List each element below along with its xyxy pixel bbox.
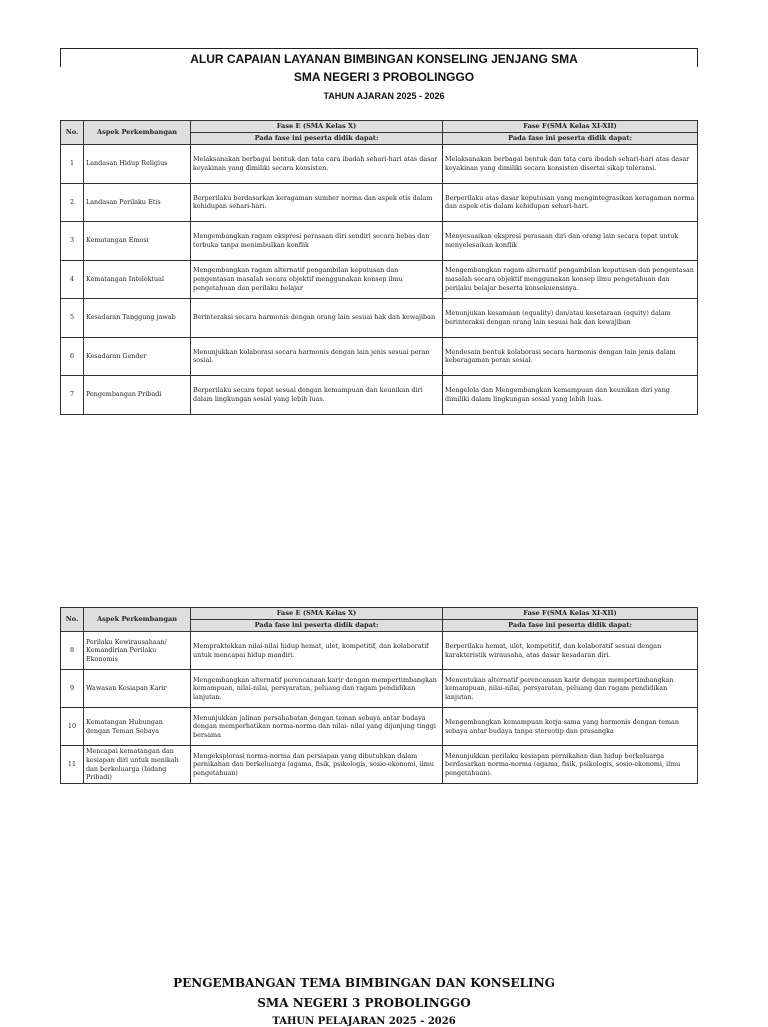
cell-aspek: Landasan Hidup Religius [84,145,191,184]
col-header-no: No. [61,608,84,632]
table-row [61,222,698,261]
col-header-fase-f: Fase F(SMA Kelas XI-XII) [443,608,698,620]
cell-no: 10 [61,708,84,746]
cell-fase-e: Berperilaku berdasarkan keragaman sumber norma dan aspek etis dalam kehidupan sehari-hari. [191,183,443,222]
cell-fase-f: Menunjukan kesamaan (equality) dan/atau kesetaraan (equity) dalam berinteraksi dengan orang lain sesuai hak dan kewajiban [443,299,698,338]
table-row [61,632,698,670]
table-row [61,299,698,338]
cell-aspek: Kematangan Intelektual [84,260,191,299]
table-row [61,145,698,184]
cell-fase-e: Mengembangkan ragam ekspresi perasaan diri sendiri secara bebas dan terbuka tanpa menimbulkan konflik [191,222,443,261]
school-name: SMA NEGERI 3 PROBOLINGGO [293,70,475,84]
cell-aspek: Kematangan Emosi [84,222,191,261]
col-subheader-fase-f: Pada fase ini peserta didik dapat: [443,133,698,145]
table-row [61,337,698,376]
col-header-aspek: Aspek Perkembangan [84,121,191,145]
cell-aspek: Landasan Perilaku Etis [84,183,191,222]
cell-no: 3 [61,222,84,261]
col-header-fase-f: Fase F(SMA Kelas XI-XII) [443,121,698,133]
cell-no: 2 [61,183,84,222]
cell-fase-f: Mendesain bentuk kolaborasi secara harmonis dengan lain jenis dalam keberagaman peran sosial. [443,337,698,376]
cell-aspek: Kesadaran Tanggung jawab [84,299,191,338]
cell-fase-e: Melaksanakan berbagai bentuk dan tata cara ibadah sehari-hari atas dasar keyakinan yang dimiliki secara konsisten. [191,145,443,184]
cell-aspek: Mencapai kematangan dan kesiapan diri untuk menikah dan berkeluarga (bidang Pribadi) [84,746,191,784]
cell-fase-f: Melaksanakan berbagai bentuk dan tata cara ibadah sehari-hari atas dasar keyakinan yang dimiliki secara konsisten disertai sikap toleransi. [443,145,698,184]
footer-school: SMA NEGERI 3 PROBOLINGGO [257,996,471,1010]
cell-aspek: Wawasan Kesiapan Karir [84,670,191,708]
col-subheader-fase-e: Pada fase ini peserta didik dapat: [191,620,443,632]
academic-year: TAHUN AJARAN 2025 - 2026 [323,91,445,101]
cell-fase-f: Mengembangkan kemampuan kerja sama yang harmonis dengan teman sebaya antar budaya tanpa stereotip dan prasangka [443,708,698,746]
cell-fase-e: Berperilaku secara tepat sesuai dengan kemampuan dan keunikan diri dalam lingkungan sosial yang lebih luas. [191,376,443,415]
cell-fase-f: Berperilaku atas dasar keputusan yang mengintegrasikan keragaman norma dan aspek etis dalam kehidupan sehari-hari. [443,183,698,222]
cell-fase-f: Menyesuaikan ekspresi perasaan diri dan orang lain secara tepat untuk menyelesaikan konflik [443,222,698,261]
cell-fase-e: Mempraktekkan nilai-nilai hidup hemat, ulet, kompetitif, dan kolaboratif untuk mencapai hidup mandiri. [191,632,443,670]
cell-no: 1 [61,145,84,184]
capaian-table-2 [60,607,698,784]
capaian-table-1 [60,120,698,415]
cell-fase-e: Menunjukkan jalinan persahabatan dengan teman sebaya antar budaya dengan memperhatikan norma-norma dan nilai- nilai yang dijunjung tinggi bersama [191,708,443,746]
cell-fase-e: Menunjukkan kolaborasi secara harmonis dengan lain jenis sesuai peran sosial. [191,337,443,376]
cell-fase-f: Mengembangkan ragam alternatif pengambilan keputusan dan pengentasan masalah secara objektif menggunakan konsep ilmu pengetahuan dan perilaku belajar beserta konsekuensinya. [443,260,698,299]
col-header-no: No. [61,121,84,145]
table-row [61,183,698,222]
table-row [61,708,698,746]
cell-no: 8 [61,632,84,670]
col-subheader-fase-e: Pada fase ini peserta didik dapat: [191,133,443,145]
table-row [61,376,698,415]
cell-fase-e: Mengeksplorasi norma-norma dan persiapan yang dibutuhkan dalam pernikahan dan berkeluarga (agama, fisik, psikologis, sosio-ekonomi, ilmu pengetahuan) [191,746,443,784]
col-header-aspek: Aspek Perkembangan [84,608,191,632]
footer-title: PENGEMBANGAN TEMA BIMBINGAN DAN KONSELING [173,976,555,990]
cell-aspek: Perilaku Kewirausahaan/ Kemandirian Perilaku Ekonomis [84,632,191,670]
cell-fase-e: Mengembangkan alternatif perencanaan karir dengan mempertimbangkan kemampuan, nilai-nilai, persyaratan, peluang dan ragam pendidikan lanjutan. [191,670,443,708]
cell-aspek: Pengembangan Pribadi [84,376,191,415]
cell-no: 4 [61,260,84,299]
cell-no: 7 [61,376,84,415]
footer-year: TAHUN PELAJARAN 2025 - 2026 [272,1016,456,1027]
cell-fase-f: Menunjukkan perilaku kesiapan pernikahan dan hidup berkeluarga berdasarkan norma-norma (agama, fisik, psikologis, sosio-ekonomi, ilmu pengetahuan). [443,746,698,784]
cell-fase-e: Berinteraksi secara harmonis dengan orang lain sesuai hak dan kewajiban [191,299,443,338]
col-header-fase-e: Fase E (SMA Kelas X) [191,121,443,133]
table-row [61,670,698,708]
table-row [61,260,698,299]
table-row [61,746,698,784]
col-header-fase-e: Fase E (SMA Kelas X) [191,608,443,620]
document-title: ALUR CAPAIAN LAYANAN BIMBINGAN KONSELING JENJANG SMA [190,52,578,66]
cell-aspek: Kematangan Hubungan dengan Teman Sebaya [84,708,191,746]
cell-aspek: Kesadaran Gender [84,337,191,376]
cell-no: 9 [61,670,84,708]
cell-fase-f: Mengelola dan Mengembangkan kemampuan dan keunikan diri yang dimiliki dalam lingkungan sosial yang lebih luas. [443,376,698,415]
col-subheader-fase-f: Pada fase ini peserta didik dapat: [443,620,698,632]
cell-no: 6 [61,337,84,376]
cell-fase-e: Mengembangkan ragam alternatif pengambilan keputusan dan pengentasan masalah secara objektif menggunakan konsep ilmu pengetahuan dan perilaku belajar [191,260,443,299]
cell-no: 11 [61,746,84,784]
cell-fase-f: Menentukan alternatif perencanaan karir dengan mempertimbangkan kemampuan, nilai-nilai, persyaratan, peluang dan ragam pendidikan lanjutan. [443,670,698,708]
cell-fase-f: Berperilaku hemat, ulet, kompetitif, dan kolaboratif sesuai dengan karakteristik wirausaha, atas dasar kesadaran diri. [443,632,698,670]
cell-no: 5 [61,299,84,338]
